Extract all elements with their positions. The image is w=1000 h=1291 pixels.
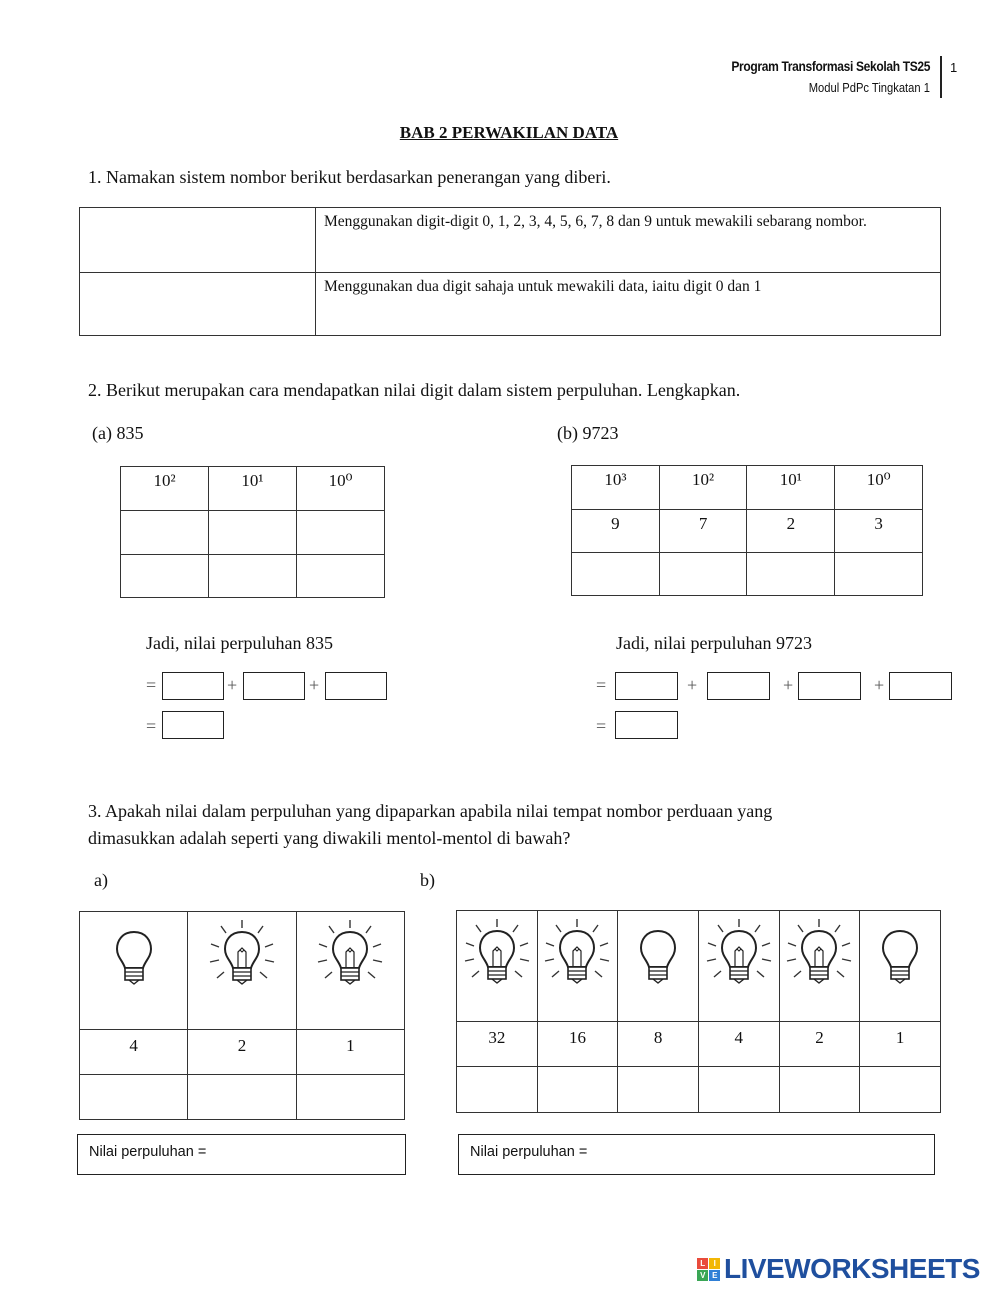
q3b-place-value: 16: [537, 1022, 618, 1067]
q2a-total-input[interactable]: [162, 711, 224, 739]
q3a-bulb-table: [79, 911, 405, 1120]
q2b-value-input[interactable]: [659, 553, 747, 596]
question-3-text-line-1: 3. Apakah nilai dalam perpuluhan yang dipaparkan apabila nilai tempat nombor perduaan yang: [88, 801, 773, 821]
q2a-sum-input-1[interactable]: [162, 672, 224, 700]
plus-sign: +: [874, 675, 885, 695]
q3a-place-value: 2: [188, 1030, 296, 1075]
question-1-text: 1. Namakan sistem nombor berikut berdasarkan penerangan yang diberi.: [88, 167, 611, 187]
q2b-digit: 7: [659, 510, 747, 553]
q3a-answer-input[interactable]: [188, 1075, 296, 1120]
q3b-place-value: 2: [779, 1022, 860, 1067]
page-title: BAB 2 PERWAKILAN DATA: [399, 123, 619, 142]
q3a-result-label: Nilai perpuluhan =: [89, 1144, 207, 1160]
q1-table: [79, 207, 941, 336]
bulb-off-icon: [99, 918, 169, 988]
q2a-place-value-table: [120, 466, 385, 598]
brand-name: LIVEWORKSHEETS: [724, 1253, 980, 1284]
bulb-off-icon: [865, 917, 935, 987]
q3b-answer-input[interactable]: [860, 1067, 941, 1113]
bulb-on-icon: [462, 917, 532, 987]
q3b-place-value: 8: [618, 1022, 699, 1067]
q3b-answer-input[interactable]: [457, 1067, 538, 1113]
logo-letter: I: [709, 1258, 720, 1269]
bulb-on-icon: [207, 918, 277, 988]
q2a-label: (a) 835: [92, 423, 144, 443]
q1-description-1: Menggunakan digit-digit 0, 1, 2, 3, 4, 5, 6, 7, 8 dan 9 untuk mewakili sebarang nombor.: [316, 208, 941, 273]
plus-sign: +: [783, 675, 794, 695]
q1-description-2: Menggunakan dua digit sahaja untuk mewakili data, iaitu digit 0 dan 1: [316, 273, 941, 336]
equals-sign: =: [146, 716, 157, 736]
q2b-sum-input-4[interactable]: [889, 672, 952, 700]
q3a-place-value: 4: [80, 1030, 188, 1075]
q2a-value-input[interactable]: [296, 555, 384, 598]
q3b-answer-input[interactable]: [537, 1067, 618, 1113]
q2b-place-value-table: [571, 465, 923, 596]
bulb-off-icon: [623, 917, 693, 987]
q3a-result-field[interactable]: [77, 1134, 406, 1175]
q3a-label: a): [94, 870, 108, 890]
liveworksheets-brand: [697, 1253, 980, 1285]
q3b-bulb-cell: [698, 911, 779, 1022]
page-number: 1: [950, 60, 958, 75]
q2a-value-input[interactable]: [208, 555, 296, 598]
q2b-total-input[interactable]: [615, 711, 678, 739]
liveworksheets-logo-icon: [697, 1258, 720, 1281]
q2a-digit-input[interactable]: [121, 511, 209, 555]
q3b-result-field[interactable]: [458, 1134, 935, 1175]
q3b-bulb-cell: [457, 911, 538, 1022]
q3b-bulb-table: [456, 910, 941, 1113]
q2b-header: 10²: [659, 466, 747, 510]
q3a-answer-input[interactable]: [296, 1075, 404, 1120]
bulb-on-icon: [784, 917, 854, 987]
q2b-value-input[interactable]: [835, 553, 923, 596]
q3a-bulb-cell: [296, 912, 404, 1030]
question-3-text-line-2: dimasukkan adalah seperti yang diwakili mentol-mentol di bawah?: [88, 828, 571, 848]
question-2-text: 2. Berikut merupakan cara mendapatkan nilai digit dalam sistem perpuluhan. Lengkapkan.: [88, 380, 741, 400]
q2b-header: 10³: [572, 466, 660, 510]
q3a-bulb-cell: [188, 912, 296, 1030]
q3b-answer-input[interactable]: [618, 1067, 699, 1113]
header-divider: [940, 56, 942, 98]
equals-sign: =: [596, 675, 607, 695]
header-module: Modul PdPc Tingkatan 1: [808, 80, 930, 95]
q3b-place-value: 32: [457, 1022, 538, 1067]
q1-answer-input-1[interactable]: [80, 208, 316, 273]
logo-letter: L: [697, 1258, 708, 1269]
q3b-bulb-cell: [537, 911, 618, 1022]
q3b-place-value: 4: [698, 1022, 779, 1067]
q3b-bulb-cell: [779, 911, 860, 1022]
q2a-header: 10²: [121, 467, 209, 511]
q2a-header: 10¹: [208, 467, 296, 511]
q2b-header: 10¹: [747, 466, 835, 510]
q3b-bulb-cell: [618, 911, 699, 1022]
equals-sign: =: [146, 675, 157, 695]
plus-sign: +: [227, 675, 238, 695]
q2a-digit-input[interactable]: [296, 511, 384, 555]
q3b-label: b): [420, 870, 435, 890]
equals-sign: =: [596, 716, 607, 736]
q3b-result-label: Nilai perpuluhan =: [470, 1144, 588, 1160]
q2b-digit: 3: [835, 510, 923, 553]
q2b-value-input[interactable]: [747, 553, 835, 596]
bulb-on-icon: [315, 918, 385, 988]
q2b-summary: Jadi, nilai perpuluhan 9723: [616, 633, 812, 653]
q3b-answer-input[interactable]: [698, 1067, 779, 1113]
q2b-digit: 2: [747, 510, 835, 553]
q2a-value-input[interactable]: [121, 555, 209, 598]
q1-answer-input-2[interactable]: [80, 273, 316, 336]
header-program: Program Transformasi Sekolah TS25: [731, 58, 930, 74]
logo-letter: V: [697, 1270, 708, 1281]
q2b-sum-input-3[interactable]: [798, 672, 861, 700]
q2b-value-input[interactable]: [572, 553, 660, 596]
q2b-sum-input-2[interactable]: [707, 672, 770, 700]
q3a-bulb-cell: [80, 912, 188, 1030]
q2b-label: (b) 9723: [557, 423, 619, 443]
q2a-summary: Jadi, nilai perpuluhan 835: [146, 633, 333, 653]
plus-sign: +: [309, 675, 320, 695]
q2b-digit: 9: [572, 510, 660, 553]
q3b-answer-input[interactable]: [779, 1067, 860, 1113]
plus-sign: +: [687, 675, 698, 695]
q3a-answer-input[interactable]: [80, 1075, 188, 1120]
q2b-header: 10⁰: [835, 466, 923, 510]
q2a-digit-input[interactable]: [208, 511, 296, 555]
bulb-on-icon: [704, 917, 774, 987]
q3b-bulb-cell: [860, 911, 941, 1022]
q3b-place-value: 1: [860, 1022, 941, 1067]
q2b-sum-input-1[interactable]: [615, 672, 678, 700]
q2a-sum-input-2[interactable]: [243, 672, 305, 700]
q2a-header: 10⁰: [296, 467, 384, 511]
bulb-on-icon: [542, 917, 612, 987]
q3a-place-value: 1: [296, 1030, 404, 1075]
logo-letter: E: [709, 1270, 720, 1281]
q2a-sum-input-3[interactable]: [325, 672, 387, 700]
